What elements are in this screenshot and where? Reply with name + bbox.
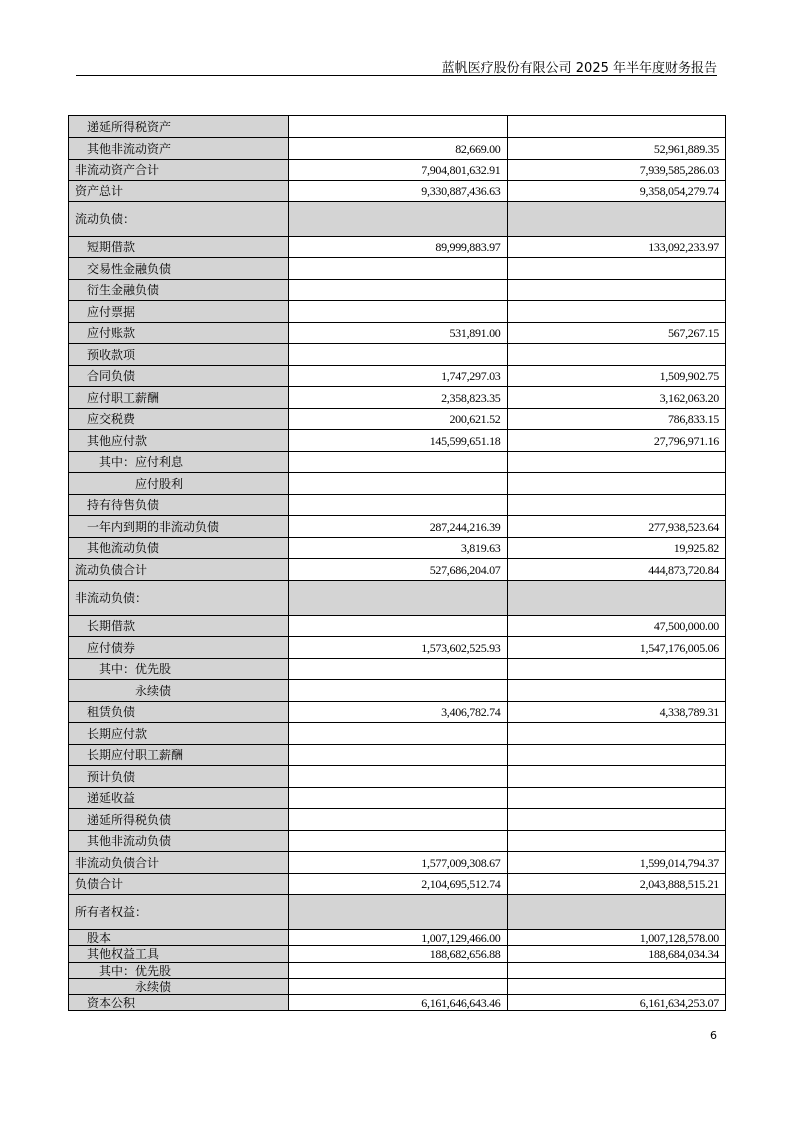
table-row bbox=[69, 963, 726, 979]
row-label: 持有待售负债 bbox=[87, 498, 160, 512]
row-label-cell bbox=[69, 160, 289, 181]
row-label-cell bbox=[69, 430, 289, 452]
row-label-cell bbox=[69, 473, 289, 495]
row-label: 应付职工薪酬 bbox=[87, 390, 160, 405]
row-label: 递延所得税资产 bbox=[87, 119, 172, 134]
prior-period-value bbox=[507, 116, 726, 138]
table-row bbox=[69, 702, 726, 723]
row-label-cell bbox=[69, 680, 289, 702]
prior-period-value bbox=[507, 895, 726, 930]
table-row bbox=[69, 659, 726, 680]
current-period-value: 89,999,883.97 bbox=[289, 237, 508, 258]
row-label: 其他非流动资产 bbox=[87, 141, 172, 156]
table-row bbox=[69, 181, 726, 202]
row-label-cell bbox=[69, 995, 289, 1011]
prior-period-value: 9,358,054,279.74 bbox=[507, 181, 726, 202]
prior-period-value bbox=[507, 788, 726, 809]
row-label: 非流动资产合计 bbox=[75, 163, 160, 177]
prior-period-value bbox=[507, 581, 726, 616]
current-period-value: 287,244,216.39 bbox=[289, 516, 508, 538]
current-period-value bbox=[289, 659, 508, 680]
prior-period-value bbox=[507, 809, 726, 831]
section-header-row bbox=[69, 581, 726, 616]
row-label: 其他流动负债 bbox=[87, 541, 160, 555]
current-period-value: 527,686,204.07 bbox=[289, 559, 508, 581]
current-period-value bbox=[289, 258, 508, 280]
table-row bbox=[69, 387, 726, 409]
prior-period-value bbox=[507, 258, 726, 280]
row-label-cell bbox=[69, 181, 289, 202]
row-label-cell bbox=[69, 237, 289, 258]
table-row bbox=[69, 745, 726, 766]
current-period-value bbox=[289, 301, 508, 323]
row-label: 所有者权益： bbox=[75, 905, 148, 919]
current-period-value bbox=[289, 495, 508, 516]
prior-period-value bbox=[507, 659, 726, 680]
row-label-cell bbox=[69, 745, 289, 766]
table-row bbox=[69, 280, 726, 301]
prior-period-value bbox=[507, 473, 726, 495]
table-row bbox=[69, 874, 726, 895]
row-label-cell bbox=[69, 702, 289, 723]
prior-period-value: 1,509,902.75 bbox=[507, 366, 726, 387]
table-row bbox=[69, 495, 726, 516]
prior-period-value bbox=[507, 280, 726, 301]
prior-period-value: 1,007,128,578.00 bbox=[507, 930, 726, 946]
row-label: 其他权益工具 bbox=[87, 947, 160, 961]
row-label: 合同负债 bbox=[87, 369, 136, 383]
current-period-value: 3,406,782.74 bbox=[289, 702, 508, 723]
current-period-value: 1,747,297.03 bbox=[289, 366, 508, 387]
current-period-value: 531,891.00 bbox=[289, 323, 508, 344]
prior-period-value bbox=[507, 745, 726, 766]
row-label-cell bbox=[69, 809, 289, 831]
table-row bbox=[69, 430, 726, 452]
prior-period-value: 4,338,789.31 bbox=[507, 702, 726, 723]
prior-period-value bbox=[507, 831, 726, 852]
row-label: 永续债 bbox=[135, 979, 172, 994]
table-row bbox=[69, 237, 726, 258]
row-label: 递延所得税负债 bbox=[87, 812, 172, 827]
prior-period-value bbox=[507, 452, 726, 473]
row-label: 负债合计 bbox=[75, 877, 124, 891]
table-row bbox=[69, 559, 726, 581]
current-period-value: 9,330,887,436.63 bbox=[289, 181, 508, 202]
row-label: 资本公积 bbox=[87, 995, 136, 1010]
row-label-cell bbox=[69, 963, 289, 979]
row-label: 其他应付款 bbox=[87, 433, 148, 448]
prior-period-value: 133,092,233.97 bbox=[507, 237, 726, 258]
row-label: 其中：优先股 bbox=[99, 963, 172, 978]
row-label: 一年内到期的非流动负债 bbox=[87, 519, 220, 534]
table-row bbox=[69, 344, 726, 366]
table-row bbox=[69, 852, 726, 874]
row-label: 长期借款 bbox=[87, 619, 136, 633]
table-row bbox=[69, 473, 726, 495]
balance-sheet-table bbox=[68, 115, 726, 1011]
table-row bbox=[69, 616, 726, 637]
current-period-value bbox=[289, 766, 508, 788]
row-label: 其他非流动负债 bbox=[87, 834, 172, 848]
current-period-value bbox=[289, 963, 508, 979]
table-row bbox=[69, 637, 726, 659]
current-period-value bbox=[289, 809, 508, 831]
row-label: 流动负债： bbox=[75, 212, 136, 226]
row-label: 预计负债 bbox=[87, 769, 136, 784]
row-label-cell bbox=[69, 895, 289, 930]
current-period-value: 200,621.52 bbox=[289, 409, 508, 430]
row-label-cell bbox=[69, 366, 289, 387]
prior-period-value bbox=[507, 344, 726, 366]
row-label-cell bbox=[69, 452, 289, 473]
prior-period-value: 444,873,720.84 bbox=[507, 559, 726, 581]
prior-period-value bbox=[507, 723, 726, 745]
table-row bbox=[69, 723, 726, 745]
prior-period-value bbox=[507, 301, 726, 323]
prior-period-value: 3,162,063.20 bbox=[507, 387, 726, 409]
table-row bbox=[69, 323, 726, 344]
row-label: 非流动负债： bbox=[75, 591, 148, 605]
row-label: 应付账款 bbox=[87, 326, 136, 340]
section-header-row bbox=[69, 202, 726, 237]
row-label-cell bbox=[69, 616, 289, 637]
row-label-cell bbox=[69, 202, 289, 237]
row-label-cell bbox=[69, 559, 289, 581]
header-divider bbox=[76, 75, 717, 76]
current-period-value bbox=[289, 202, 508, 237]
current-period-value bbox=[289, 116, 508, 138]
prior-period-value: 277,938,523.64 bbox=[507, 516, 726, 538]
table-row bbox=[69, 538, 726, 559]
row-label-cell bbox=[69, 344, 289, 366]
table-row bbox=[69, 301, 726, 323]
current-period-value bbox=[289, 680, 508, 702]
current-period-value: 1,007,129,466.00 bbox=[289, 930, 508, 946]
current-period-value bbox=[289, 280, 508, 301]
current-period-value: 3,819.63 bbox=[289, 538, 508, 559]
current-period-value: 1,573,602,525.93 bbox=[289, 637, 508, 659]
table-row bbox=[69, 409, 726, 430]
current-period-value: 2,104,695,512.74 bbox=[289, 874, 508, 895]
current-period-value bbox=[289, 452, 508, 473]
row-label: 应付股利 bbox=[135, 476, 184, 491]
row-label: 其中：优先股 bbox=[99, 662, 172, 676]
row-label: 其中：应付利息 bbox=[99, 455, 184, 469]
prior-period-value: 1,547,176,005.06 bbox=[507, 637, 726, 659]
prior-period-value bbox=[507, 495, 726, 516]
table-row bbox=[69, 979, 726, 995]
table-row bbox=[69, 258, 726, 280]
row-label-cell bbox=[69, 409, 289, 430]
table-row bbox=[69, 995, 726, 1011]
prior-period-value bbox=[507, 963, 726, 979]
row-label: 短期借款 bbox=[87, 240, 136, 254]
row-label-cell bbox=[69, 852, 289, 874]
row-label: 长期应付职工薪酬 bbox=[87, 748, 184, 762]
current-period-value: 1,577,009,308.67 bbox=[289, 852, 508, 874]
row-label: 衍生金融负债 bbox=[87, 283, 160, 297]
prior-period-value: 6,161,634,253.07 bbox=[507, 995, 726, 1011]
prior-period-value bbox=[507, 202, 726, 237]
prior-period-value: 7,939,585,286.03 bbox=[507, 160, 726, 181]
row-label-cell bbox=[69, 301, 289, 323]
current-period-value bbox=[289, 344, 508, 366]
current-period-value bbox=[289, 979, 508, 995]
prior-period-value: 27,796,971.16 bbox=[507, 430, 726, 452]
prior-period-value: 567,267.15 bbox=[507, 323, 726, 344]
table-row bbox=[69, 160, 726, 181]
table-row bbox=[69, 366, 726, 387]
row-label: 非流动负债合计 bbox=[75, 855, 160, 870]
row-label: 流动负债合计 bbox=[75, 562, 148, 577]
prior-period-value: 52,961,889.35 bbox=[507, 138, 726, 160]
row-label: 永续债 bbox=[135, 683, 172, 698]
current-period-value: 6,161,646,643.46 bbox=[289, 995, 508, 1011]
table-row bbox=[69, 138, 726, 160]
current-period-value: 2,358,823.35 bbox=[289, 387, 508, 409]
current-period-value: 7,904,801,632.91 bbox=[289, 160, 508, 181]
row-label-cell bbox=[69, 581, 289, 616]
current-period-value bbox=[289, 723, 508, 745]
row-label: 租赁负债 bbox=[87, 705, 136, 719]
table-row bbox=[69, 809, 726, 831]
prior-period-value bbox=[507, 979, 726, 995]
current-period-value: 82,669.00 bbox=[289, 138, 508, 160]
row-label-cell bbox=[69, 723, 289, 745]
table-row bbox=[69, 930, 726, 946]
row-label-cell bbox=[69, 659, 289, 680]
row-label-cell bbox=[69, 766, 289, 788]
current-period-value: 145,599,651.18 bbox=[289, 430, 508, 452]
row-label-cell bbox=[69, 979, 289, 995]
table-row bbox=[69, 680, 726, 702]
current-period-value bbox=[289, 831, 508, 852]
current-period-value: 188,682,656.88 bbox=[289, 946, 508, 963]
table-row bbox=[69, 831, 726, 852]
balance-sheet-body bbox=[69, 116, 726, 1011]
current-period-value bbox=[289, 895, 508, 930]
prior-period-value: 19,925.82 bbox=[507, 538, 726, 559]
row-label: 股本 bbox=[87, 930, 112, 945]
prior-period-value bbox=[507, 766, 726, 788]
table-row bbox=[69, 116, 726, 138]
row-label: 递延收益 bbox=[87, 791, 136, 805]
current-period-value bbox=[289, 788, 508, 809]
row-label-cell bbox=[69, 258, 289, 280]
row-label-cell bbox=[69, 831, 289, 852]
row-label-cell bbox=[69, 280, 289, 301]
current-period-value bbox=[289, 616, 508, 637]
row-label-cell bbox=[69, 946, 289, 963]
row-label-cell bbox=[69, 323, 289, 344]
row-label-cell bbox=[69, 874, 289, 895]
page-header-title: 蓝帆医疗股份有限公司 2025 年半年度财务报告 bbox=[441, 61, 717, 76]
prior-period-value bbox=[507, 680, 726, 702]
current-period-value bbox=[289, 581, 508, 616]
table-row bbox=[69, 766, 726, 788]
row-label-cell bbox=[69, 138, 289, 160]
prior-period-value: 2,043,888,515.21 bbox=[507, 874, 726, 895]
table-row bbox=[69, 788, 726, 809]
table-row bbox=[69, 516, 726, 538]
page-number: 6 bbox=[710, 1029, 717, 1042]
row-label-cell bbox=[69, 637, 289, 659]
prior-period-value: 47,500,000.00 bbox=[507, 616, 726, 637]
row-label: 应交税费 bbox=[87, 412, 136, 426]
row-label-cell bbox=[69, 788, 289, 809]
table-row bbox=[69, 452, 726, 473]
row-label: 资产总计 bbox=[75, 184, 124, 198]
row-label: 应付票据 bbox=[87, 304, 136, 319]
prior-period-value: 188,684,034.34 bbox=[507, 946, 726, 963]
row-label-cell bbox=[69, 495, 289, 516]
table-row bbox=[69, 946, 726, 963]
row-label-cell bbox=[69, 516, 289, 538]
prior-period-value: 1,599,014,794.37 bbox=[507, 852, 726, 874]
row-label-cell bbox=[69, 116, 289, 138]
row-label-cell bbox=[69, 930, 289, 946]
current-period-value bbox=[289, 745, 508, 766]
section-header-row bbox=[69, 895, 726, 930]
row-label-cell bbox=[69, 538, 289, 559]
row-label: 交易性金融负债 bbox=[87, 261, 172, 276]
row-label: 预收款项 bbox=[87, 347, 136, 362]
prior-period-value: 786,833.15 bbox=[507, 409, 726, 430]
row-label-cell bbox=[69, 387, 289, 409]
row-label: 应付债券 bbox=[87, 640, 136, 655]
current-period-value bbox=[289, 473, 508, 495]
row-label: 长期应付款 bbox=[87, 726, 148, 741]
